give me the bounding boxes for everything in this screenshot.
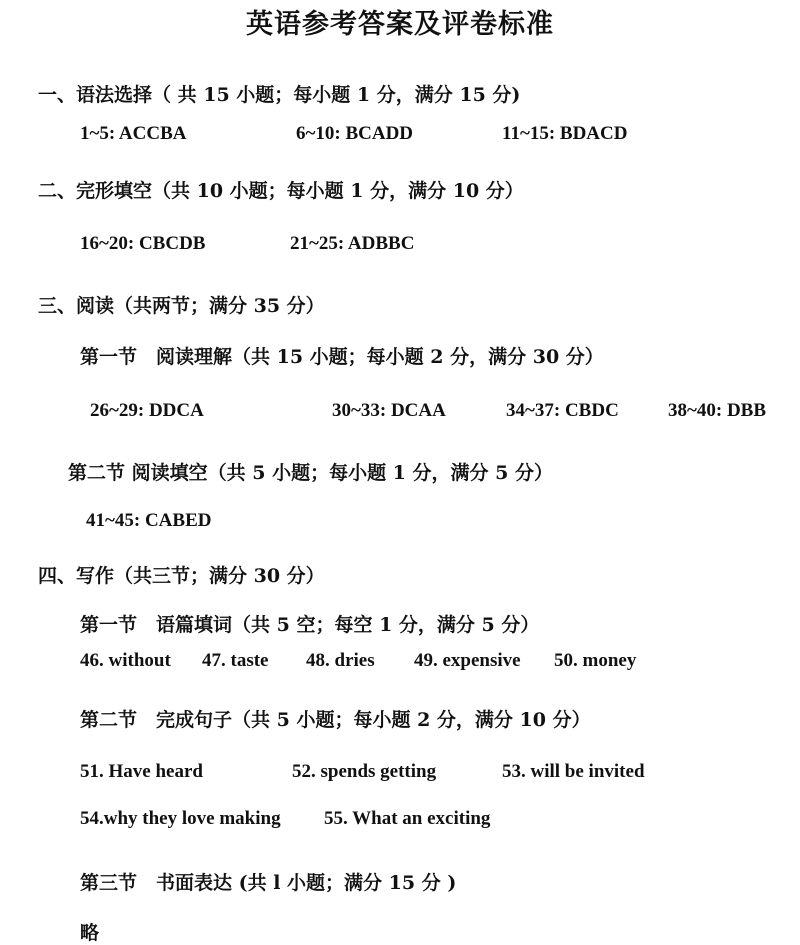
answer-item: 46. without: [80, 650, 171, 671]
writing-part3-answer: 略: [80, 922, 100, 944]
answer-item: 49. expensive: [414, 650, 521, 671]
answer-group: 21~25: ADBBC: [290, 233, 415, 254]
answer-item: 53. will be invited: [502, 761, 645, 782]
reading-part1-heading: 第一节 阅读理解（共 15 小题；每小题 2 分，满分 30 分）: [80, 346, 604, 368]
answer-item: 50. money: [554, 650, 637, 671]
reading-part2-heading: 第二节 阅读填空（共 5 小题；每小题 1 分，满分 5 分）: [68, 462, 553, 484]
answer-group: 11~15: BDACD: [502, 123, 628, 144]
section-reading-heading: 三、阅读（共两节；满分 35 分）: [38, 295, 325, 317]
writing-part3-heading: 第三节 书面表达 (共 l 小题；满分 15 分 ): [80, 872, 457, 894]
answer-item: 54.why they love making: [80, 808, 281, 829]
answer-group: 30~33: DCAA: [332, 400, 446, 421]
writing-part1-heading: 第一节 语篇填词（共 5 空；每空 1 分，满分 5 分）: [80, 614, 540, 636]
reading-part2-answers: 41~45: CABED: [86, 510, 212, 531]
answer-group: 38~40: DBB: [668, 400, 767, 421]
answer-item: 48. dries: [306, 650, 375, 671]
answer-group: 34~37: CBDC: [506, 400, 619, 421]
answer-item: 55. What an exciting: [324, 808, 491, 829]
writing-part2-heading: 第二节 完成句子（共 5 小题；每小题 2 分，满分 10 分）: [80, 709, 591, 731]
answer-item: 51. Have heard: [80, 761, 203, 782]
answer-item: 52. spends getting: [292, 761, 437, 782]
answer-group: 16~20: CBCDB: [80, 233, 206, 254]
page-title: 英语参考答案及评卷标准: [246, 9, 554, 40]
answer-group: 6~10: BCADD: [296, 123, 414, 144]
section-grammar-heading: 一、语法选择（ 共 15 小题；每小题 1 分，满分 15 分): [38, 84, 521, 106]
answer-group: 26~29: DDCA: [90, 400, 204, 421]
answer-item: 47. taste: [202, 650, 269, 671]
section-writing-heading: 四、写作（共三节；满分 30 分）: [38, 565, 325, 587]
answer-group: 1~5: ACCBA: [80, 123, 187, 144]
section-cloze-heading: 二、完形填空（共 10 小题；每小题 1 分，满分 10 分）: [38, 180, 524, 202]
